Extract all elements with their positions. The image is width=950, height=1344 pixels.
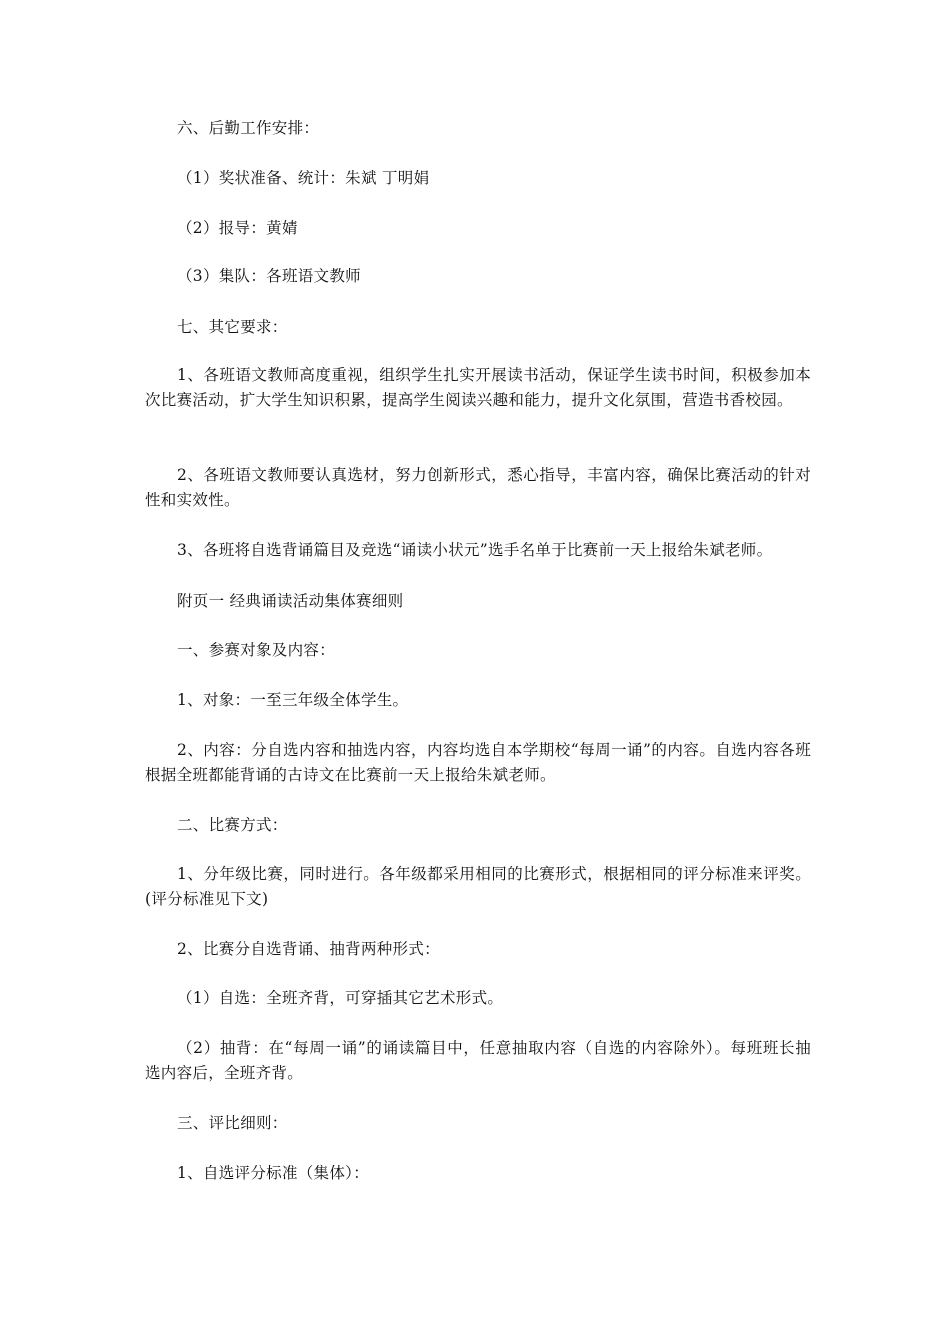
section-heading-judging-rules: 三、评比细则： [177, 1114, 288, 1132]
appendix-title: 附页一 经典诵读活动集体赛细则 [177, 592, 404, 610]
section-heading-other-requirements: 七、其它要求： [177, 318, 288, 336]
logistics-item-assembly: （3）集队：各班语文教师 [177, 267, 361, 285]
format-item-random-selection: （2）抽背：在“每周一诵”的诵读篇目中，任意抽取内容（自选的内容除外）。每班班长抽选内容后，全班齐背。 [145, 1039, 811, 1082]
format-paragraph-2: 2、比赛分自选背诵、抽背两种形式： [177, 940, 440, 958]
requirement-paragraph-2: 2、各班语文教师要认真选材，努力创新形式，悉心指导，丰富内容，确保比赛活动的针对性和实效性。 [145, 466, 811, 509]
participants-paragraph-2: 2、内容：分自选内容和抽选内容，内容均选自本学期校“每周一诵”的内容。自选内容各班根据全班都能背诵的古诗文在比赛前一天上报给朱斌老师。 [145, 741, 811, 784]
format-paragraph-1: 1、分年级比赛，同时进行。各年级都采用相同的比赛形式，根据相同的评分标准来评奖。(评分标准见下文) [145, 865, 811, 908]
logistics-item-awards: （1）奖状准备、统计：朱斌 丁明娟 [177, 169, 430, 187]
requirement-paragraph-1: 1、各班语文教师高度重视，组织学生扎实开展读书活动，保证学生读书时间，积极参加本次比赛活动，扩大学生知识积累，提高学生阅读兴趣和能力，提升文化氛围，营造书香校园。 [145, 366, 811, 409]
judging-paragraph-1: 1、自选评分标准（集体）： [177, 1164, 370, 1182]
section-heading-participants: 一、参赛对象及内容： [177, 641, 336, 659]
requirement-paragraph-3: 3、各班将自选背诵篇目及竞选“诵读小状元”选手名单于比赛前一天上报给朱斌老师。 [177, 541, 773, 559]
format-item-self-selected: （1）自选：全班齐背，可穿插其它艺术形式。 [177, 989, 504, 1007]
section-heading-competition-format: 二、比赛方式： [177, 816, 288, 834]
logistics-item-reporting: （2）报导：黄婧 [177, 219, 298, 237]
section-heading-logistics: 六、后勤工作安排： [177, 119, 320, 137]
participants-paragraph-1: 1、对象：一至三年级全体学生。 [177, 691, 409, 709]
